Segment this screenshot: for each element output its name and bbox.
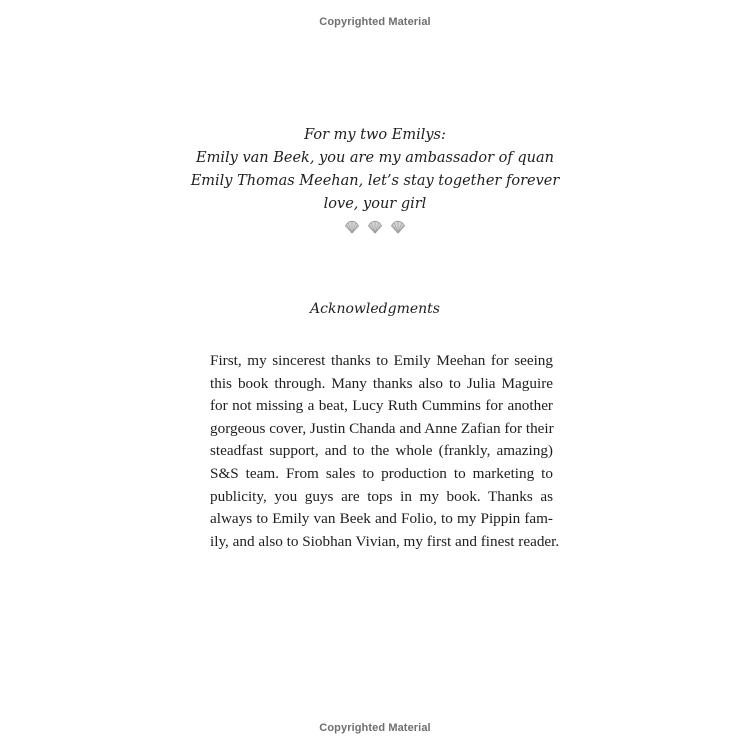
copyright-header: Copyrighted Material: [319, 16, 431, 28]
copyright-footer: Copyrighted Material: [319, 722, 431, 734]
seashell-ornament: [0, 220, 750, 234]
body-line: for not missing a beat, Lucy Ruth Cummins for another: [210, 397, 553, 415]
seashell-icon: [344, 220, 360, 234]
body-line: ily, and also to Siobhan Vivian, my first and finest reader.: [210, 532, 560, 550]
dedication-line: love, your girl: [323, 196, 427, 212]
acknowledgments-body: [210, 350, 560, 553]
body-line: publicity, you guys are tops in my book. Thanks as: [210, 487, 553, 505]
body-line: always to Emily van Beek and Folio, to my Pippin fam-: [210, 510, 553, 528]
body-line: this book through. Many thanks also to Julia Maguire: [210, 374, 553, 392]
dedication-line: Emily van Beek, you are my ambassador of quan: [196, 150, 554, 166]
acknowledgments-heading: Acknowledgments: [310, 301, 440, 317]
dedication: [150, 124, 600, 216]
seashell-icon: [367, 220, 383, 234]
body-line: steadfast support, and to the whole (frankly, amazing): [210, 442, 553, 460]
body-line: First, my sincerest thanks to Emily Meehan for seeing: [210, 352, 553, 369]
dedication-line: For my two Emilys:: [304, 127, 446, 143]
body-line: S&S team. From sales to production to marketing to: [210, 464, 553, 482]
dedication-line: Emily Thomas Meehan, let’s stay together forever: [190, 173, 560, 189]
seashell-icon: [390, 220, 406, 234]
body-line: gorgeous cover, Justin Chanda and Anne Zafian for their: [210, 419, 554, 437]
